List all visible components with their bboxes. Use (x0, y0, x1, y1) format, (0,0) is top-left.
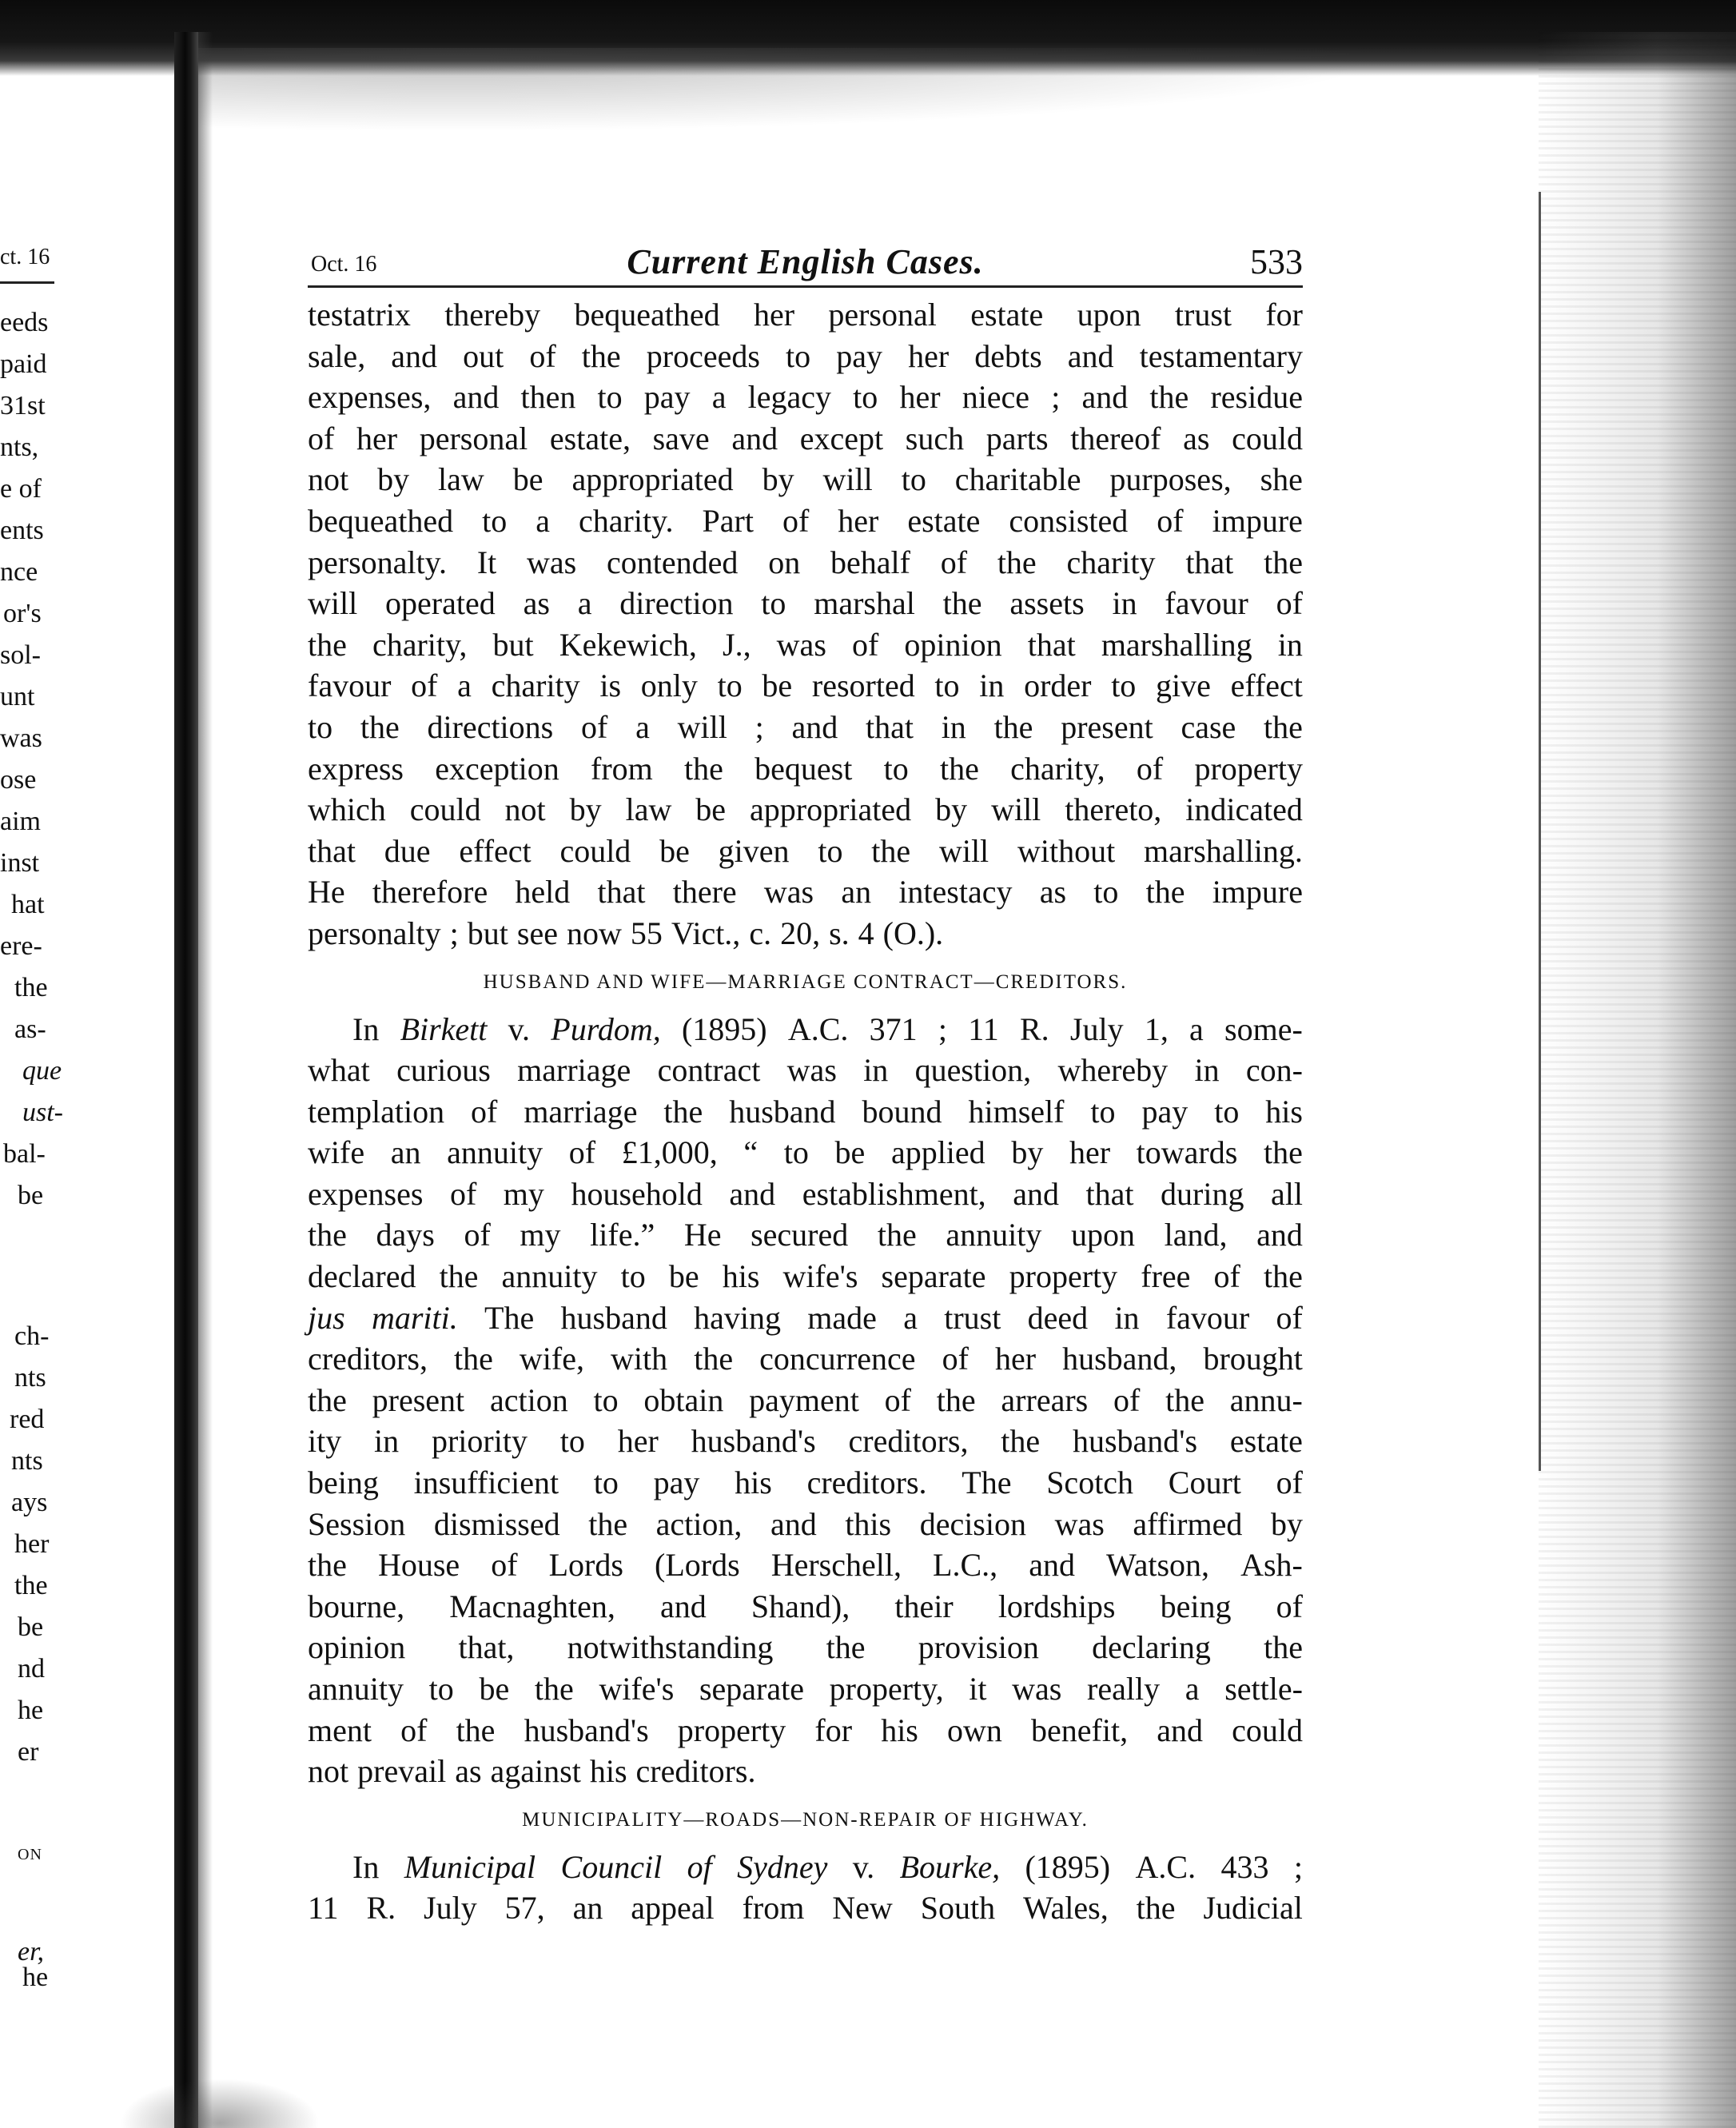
text-line: the House of Lords (Lords Herschell, L.C., and Watson, Ash- (308, 1547, 1303, 1584)
gutter-shadow (198, 32, 213, 2128)
facing-page-text: er, (18, 1937, 45, 1967)
facing-page-text: hat (11, 890, 45, 919)
facing-page-text: be (18, 1612, 44, 1642)
facing-page-text: nce (0, 557, 38, 587)
text-line: ity in priority to her husband's creditors, the husband's estate (308, 1423, 1303, 1460)
text-line: the days of my life.” He secured the annuity upon land, and (308, 1217, 1303, 1253)
text-line: templation of marriage the husband bound himself to pay to his (308, 1093, 1303, 1130)
facing-page-text: be (18, 1181, 44, 1210)
facing-page-text: nts (11, 1446, 43, 1476)
facing-page-text: ON (18, 1846, 42, 1863)
text-line: testatrix thereby bequeathed her personal estate upon trust for (308, 297, 1303, 333)
text-line: declared the annuity to be his wife's separate property free of the (308, 1258, 1303, 1295)
text-line: to the directions of a will ; and that in the present case the (308, 708, 1303, 745)
facing-page-text: ents (0, 516, 44, 545)
facing-page-text: the (14, 1571, 48, 1600)
section-heading-husband-and-wife: HUSBAND AND WIFE—MARRIAGE CONTRACT—CREDITORS. (483, 970, 1128, 993)
facing-page-text: or's (3, 599, 42, 628)
facing-page-text: nts (14, 1363, 46, 1393)
text-line: expenses, and then to pay a legacy to her niece ; and the residue (308, 379, 1303, 416)
facing-page-text: que (22, 1056, 62, 1086)
paragraph-testatrix (308, 294, 1303, 954)
text-line: expenses of my household and establishment, and that during all (308, 1175, 1303, 1212)
text-line: the charity, but Kekewich, J., was of opinion that marshalling in (308, 626, 1303, 663)
text-line: sale, and out of the proceeds to pay her debts and testamentary (308, 337, 1303, 374)
facing-page-text: he (18, 1696, 44, 1725)
facing-page-text: inst (0, 848, 40, 878)
facing-page-text: red (10, 1405, 45, 1434)
text-line: ment of the husband's property for his own benefit, and could (308, 1712, 1303, 1748)
facing-page-text: he (22, 1963, 49, 1992)
text-line: bequeathed to a charity. Part of her estate consisted of impure (308, 502, 1303, 539)
section-heading-municipality: MUNICIPALITY—ROADS—NON-REPAIR OF HIGHWAY. (522, 1808, 1089, 1831)
text-line: which could not by law be appropriated by will thereto, indicated (308, 791, 1303, 828)
text-line: the present action to obtain payment of the arrears of the annu- (308, 1381, 1303, 1418)
facing-page-text: er (18, 1737, 39, 1767)
facing-page-text: nd (18, 1654, 45, 1684)
facing-page-text: e of (0, 474, 42, 504)
paragraph-sydney-v-bourke (308, 1847, 1303, 1929)
text-line: will operated as a direction to marshal the assets in favour of (308, 585, 1303, 622)
facing-page-text: sol- (0, 640, 41, 670)
text-line: of her personal estate, save and except such parts thereof as could (308, 420, 1303, 456)
facing-page-text: the (14, 973, 48, 1002)
facing-page-header-rule (0, 281, 54, 284)
facing-page-text: her (14, 1529, 50, 1559)
facing-page-text: paid (0, 349, 47, 379)
text-line: bourne, Macnaghten, and Shand), their lordships being of (308, 1588, 1303, 1624)
text-line: He therefore held that there was an intestacy as to the impure (308, 874, 1303, 911)
facing-page-text: bal- (3, 1139, 46, 1169)
text-line: not prevail as against his creditors. (308, 1753, 756, 1790)
text-line: Session dismissed the action, and this decision was affirmed by (308, 1505, 1303, 1542)
text-line: being insufficient to pay his creditors. The Scotch Court of (308, 1464, 1303, 1501)
facing-page-text: ere- (0, 931, 42, 961)
facing-page-text: ct. 16 (0, 245, 50, 269)
text-line: that due effect could be given to the will without marshalling. (308, 832, 1303, 869)
book-spine-gutter (174, 32, 198, 2128)
facing-page-text: unt (0, 682, 35, 711)
facing-page-text: as- (14, 1014, 46, 1044)
text-line: what curious marriage contract was in question, whereby in con- (308, 1052, 1303, 1089)
text-line: jus mariti. The husband having made a trust deed in favour of (308, 1299, 1303, 1336)
facing-page-text: ust- (22, 1098, 63, 1127)
facing-page-text: 31st (0, 391, 46, 420)
facing-page-text: ays (11, 1488, 48, 1517)
text-line: express exception from the bequest to the charity, of property (308, 750, 1303, 787)
running-head-title: Current English Cases. (627, 242, 984, 281)
page-edge-noise (1539, 32, 1736, 2128)
facing-page-text: was (0, 723, 42, 753)
text-line: not by law be appropriated by will to charitable purposes, she (308, 461, 1303, 498)
running-head (308, 228, 1303, 284)
text-line: personalty. It was contended on behalf of the charity that the (308, 544, 1303, 580)
book-page (308, 228, 1303, 1929)
page-edge-line (1539, 192, 1541, 1471)
text-line: personalty ; but see now 55 Vict., c. 20, s. 4 (O.). (308, 915, 944, 951)
page-number: 533 (1250, 242, 1303, 281)
text-line: In Birkett v. Purdom, (1895) A.C. 371 ; 11 R. July 1, a some- (352, 1010, 1303, 1047)
text-line: creditors, the wife, with the concurrence of her husband, brought (308, 1341, 1303, 1377)
text-line: annuity to be the wife's separate property, it was really a settle- (308, 1671, 1303, 1707)
facing-page-fragment (0, 0, 172, 2128)
facing-page-text: eeds (0, 308, 49, 337)
text-line: wife an annuity of £1,000, “ to be applied by her towards the (308, 1134, 1303, 1171)
facing-page-text: ose (0, 765, 37, 795)
text-line: opinion that, notwithstanding the provision declaring the (308, 1629, 1303, 1666)
text-line: favour of a charity is only to be resorted to in order to give effect (308, 667, 1303, 704)
text-line: 11 R. July 57, an appeal from New South Wales, the Judicial (308, 1890, 1303, 1927)
paragraph-birkett-v-purdom (308, 1009, 1303, 1792)
running-head-date: Oct. 16 (311, 252, 377, 277)
text-line: In Municipal Council of Sydney v. Bourke, (1895) A.C. 433 ; (352, 1848, 1303, 1885)
facing-page-text: aim (0, 807, 41, 836)
facing-page-text: ch- (14, 1321, 50, 1351)
scan-smudge (184, 48, 1543, 144)
facing-page-text: nts, (0, 432, 39, 462)
header-rule (308, 285, 1303, 288)
